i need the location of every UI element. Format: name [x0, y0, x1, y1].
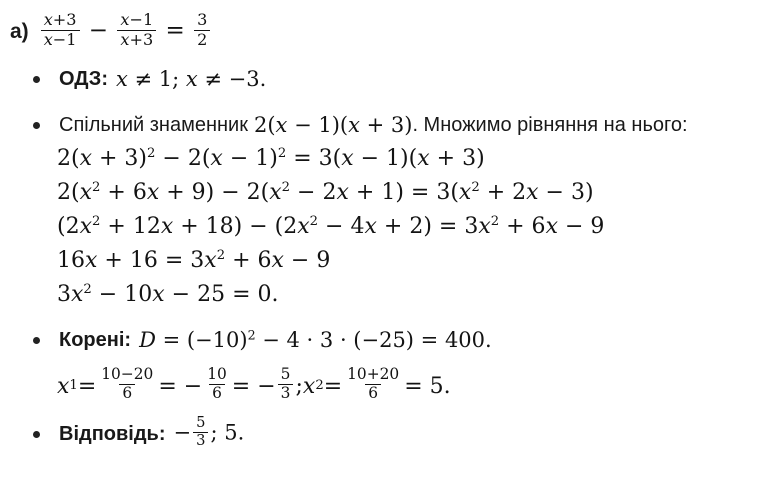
equation-line-2: $2(x^2 + 6x + 9) - 2(x^2 - 2x + 1) = 3(x^2 + 2x - 3)$ [57, 180, 594, 205]
odz-conditions: x ≠ 1; x ≠ −3. [115, 67, 267, 91]
equation-line-4: $16x + 16 = 3x^2 + 6x - 9$ [57, 248, 331, 273]
answer-label: Відповідь: [59, 422, 166, 445]
bullet-icon [33, 431, 40, 438]
bullet-item-common-denominator [10, 112, 772, 138]
bullet-icon [33, 337, 40, 344]
roots-content [59, 328, 492, 352]
equation-line-1: $2(x + 3)^2 - 2(x - 1)^2 = 3(x - 1)(x + 3)$ [57, 146, 485, 171]
denominator-text-after: . Множимо рівняння на нього: [412, 113, 688, 136]
roots-label: Корені: [59, 328, 132, 351]
bullet-icon [33, 122, 40, 129]
problem-equation: $\frac{x+3}{x-1}$ − $\frac{x-1}{x+3}$ = $\frac{3}{2}$ [39, 13, 213, 50]
equation-steps [57, 144, 772, 310]
equation-line-3: $(2x^2 + 12x + 18) - (2x^2 - 4x + 2) = 3x^2 + 6x - 9$ [57, 214, 605, 239]
problem-statement [10, 8, 772, 56]
bullet-item-roots [10, 324, 772, 356]
roots-values: x 1 = $\frac{10-20}{6}$ = − $\frac{10}{6}$ = − $\frac{5}{3}$ ; x 2 = $\frac{10+20}{6}$ = 5. [57, 365, 451, 402]
bullet-item-answer [10, 414, 772, 454]
odz-label: ОДЗ: [59, 67, 108, 90]
denominator-content [59, 113, 688, 137]
discriminant-equation: $D = (-10)^2 - 4 \cdot 3 \cdot (-25) = 400$. [139, 327, 492, 352]
bullet-item-odz [10, 66, 772, 92]
bullet-icon [33, 76, 40, 83]
denominator-text-before: Спільний знаменник [59, 113, 248, 136]
answer-values: − $\frac{5}{3}$ ; 5. [173, 414, 245, 449]
denominator-expression: 2(x − 1)(x + 3) [253, 113, 413, 137]
problem-label: а) [10, 20, 29, 43]
answer-content [59, 414, 245, 451]
equation-line-5: $3x^2 - 10x - 25 = 0$. [57, 282, 279, 307]
odz-content [59, 67, 266, 91]
